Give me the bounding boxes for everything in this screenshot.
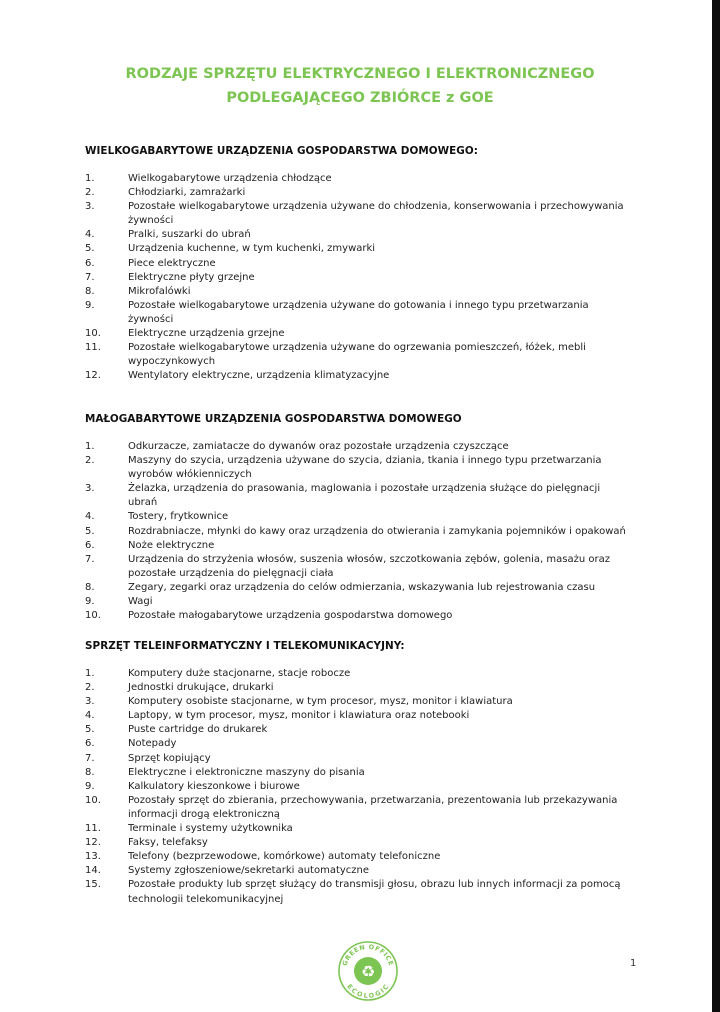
list-item-text: Jednostki drukujące, drukarki: [128, 682, 274, 694]
section-heading-it-telecom: SPRZĘT TELEINFORMATYCZNY I TELEKOMUNIKACYJNY:: [85, 640, 405, 652]
list-item: [85, 780, 630, 794]
list-item-number: 8.: [85, 285, 95, 297]
list-item-number: 14.: [85, 865, 101, 877]
list-item: [85, 200, 630, 228]
list-item: [85, 539, 630, 553]
list-item-number: 2.: [85, 682, 95, 694]
list-item-text: Pozostały sprzęt do zbierania, przechowywania, przetwarzania, prezentowania lub przekazywania informacji drogą elektroniczną: [128, 794, 618, 820]
list-item-number: 15.: [85, 879, 101, 891]
page-number: 1: [630, 958, 637, 969]
list-item: [85, 510, 630, 524]
list-item-number: 5.: [85, 724, 95, 736]
list-item-text: Systemy zgłoszeniowe/sekretarki automatyczne: [128, 865, 370, 877]
list-item: [85, 369, 630, 383]
list-item-number: 4.: [85, 710, 95, 722]
list-item: [85, 285, 630, 299]
list-item-text: Urządzenia do strzyżenia włosów, suszenia włosów, szczotkowania zębów, golenia, masażu oraz pozostałe urządzenia do pielęgnacji ciała: [128, 553, 610, 579]
list-item-text: Wagi: [128, 596, 153, 608]
section-heading-large-appliances: WIELKOGABARYTOWE URZĄDZENIA GOSPODARSTWA DOMOWEGO:: [85, 145, 478, 157]
list-item: [85, 581, 630, 595]
list-item-text: Pozostałe wielkogabarytowe urządzenia używane do gotowania i innego typu przetwarzania żywności: [128, 299, 589, 325]
list-item-number: 6.: [85, 539, 95, 551]
list-item-number: 7.: [85, 752, 95, 764]
list-item-text: Pozostałe małogabarytowe urządzenia gospodarstwa domowego: [128, 610, 453, 622]
list-item-text: Elektryczne i elektroniczne maszyny do pisania: [128, 766, 365, 778]
list-item-text: Pozostałe wielkogabarytowe urządzenia używane do ogrzewania pomieszczeń, łóżek, mebli wypoczynkowych: [128, 342, 586, 368]
list-item-text: Odkurzacze, zamiatacze do dywanów oraz pozostałe urządzenia czyszczące: [128, 441, 509, 452]
list-item-number: 6.: [85, 257, 95, 269]
list-item-number: 10.: [85, 328, 101, 340]
list-item: [85, 327, 630, 341]
list-large-appliances: [85, 172, 630, 383]
list-item: [85, 794, 630, 822]
list-item-number: 2.: [85, 187, 95, 199]
list-item: [85, 709, 630, 723]
list-item: [85, 864, 630, 878]
list-item-number: 6.: [85, 738, 95, 750]
list-item-number: 3.: [85, 483, 95, 495]
list-item-text: Kalkulatory kieszonkowe i biurowe: [128, 780, 300, 792]
list-item-text: Sprzęt kopiujący: [128, 752, 211, 764]
list-item: [85, 525, 630, 539]
list-item: [85, 271, 630, 285]
list-item-text: Elektryczne urządzenia grzejne: [128, 328, 285, 340]
document-title-line-1: RODZAJE SPRZĘTU ELEKTRYCZNEGO I ELEKTRONICZNEGO: [125, 66, 595, 82]
list-item: [85, 595, 630, 609]
list-item-number: 9.: [85, 780, 95, 792]
list-item-number: 10.: [85, 610, 101, 622]
list-item-text: Pozostałe wielkogabarytowe urządzenia używane do chłodzenia, konserwowania i przechowywania żywności: [128, 201, 624, 227]
list-item: [85, 822, 630, 836]
list-item-text: Pralki, suszarki do ubrań: [128, 229, 251, 241]
list-item: [85, 299, 630, 327]
list-item-number: 12.: [85, 370, 101, 382]
list-item: [85, 553, 630, 581]
list-item-text: Telefony (bezprzewodowe, komórkowe) automaty telefoniczne: [128, 851, 441, 863]
list-item-text: Urządzenia kuchenne, w tym kuchenki, zmywarki: [128, 243, 376, 255]
document-title-line-2: PODLEGAJĄCEGO ZBIÓRCE z GOE: [226, 90, 494, 106]
list-item: [85, 482, 630, 510]
list-item-text: Pozostałe produkty lub sprzęt służący do transmisji głosu, obrazu lub innych informacji za pomocą technologii telekomunikacyjnej: [128, 879, 621, 905]
list-item: [85, 850, 630, 864]
list-small-appliances: [85, 440, 630, 623]
list-item-text: Elektryczne płyty grzejne: [128, 271, 255, 283]
list-item-number: 8.: [85, 766, 95, 778]
list-item: [85, 667, 630, 681]
svg-text:ECOLOGIC: [345, 983, 390, 1000]
list-item: [85, 609, 630, 623]
logo-text-bottom: ECOLOGIC: [345, 982, 391, 1000]
list-item-number: 9.: [85, 299, 95, 311]
list-item-number: 5.: [85, 243, 95, 255]
list-item-text: Maszyny do szycia, urządzenia używane do szycia, dziania, tkania i innego typu przetwarzania wyrobów włókienniczych: [128, 455, 602, 481]
list-item: [85, 341, 630, 369]
list-item-number: 11.: [85, 342, 101, 354]
list-item-text: Tostery, frytkownice: [128, 511, 229, 523]
list-item: [85, 681, 630, 695]
list-item: [85, 737, 630, 751]
recycle-icon: ♻: [360, 962, 376, 981]
list-item: [85, 454, 630, 482]
list-item-number: 4.: [85, 511, 95, 523]
list-item: [85, 878, 630, 906]
list-item-text: Żelazka, urządzenia do prasowania, maglowania i pozostałe urządzenia służące do pielęgnacji ubrań: [128, 483, 601, 509]
list-item-number: 13.: [85, 851, 101, 863]
list-item-text: Mikrofalówki: [128, 285, 191, 297]
list-item-text: Notepady: [128, 738, 177, 750]
list-item: [85, 766, 630, 780]
list-item-number: 9.: [85, 596, 95, 608]
list-item: [85, 440, 630, 454]
list-item: [85, 228, 630, 242]
list-item: [85, 172, 630, 186]
list-item-number: 4.: [85, 229, 95, 241]
list-item-text: Terminale i systemy użytkownika: [128, 823, 293, 835]
list-item-text: Wielkogabarytowe urządzenia chłodzące: [128, 173, 332, 184]
list-item-text: Piece elektryczne: [128, 257, 216, 269]
list-item-text: Rozdrabniacze, młynki do kawy oraz urządzenia do otwierania i zamykania pojemników i opakowań: [128, 525, 626, 537]
list-item-number: 11.: [85, 823, 101, 835]
list-item-number: 7.: [85, 271, 95, 283]
list-item: [85, 836, 630, 850]
list-item: [85, 723, 630, 737]
list-item-text: Zegary, zegarki oraz urządzenia do celów odmierzania, wskazywania lub rejestrowania czasu: [128, 581, 596, 593]
list-item-text: Noże elektryczne: [128, 539, 215, 551]
list-it-telecom: [85, 667, 630, 907]
green-office-ecologic-logo: [337, 940, 399, 1002]
list-item-number: 10.: [85, 794, 101, 806]
list-item: [85, 242, 630, 256]
logo-text-top: GREEN OFFICE: [340, 942, 396, 967]
page-edge: [712, 0, 720, 1012]
list-item-number: 2.: [85, 455, 95, 467]
list-item: [85, 695, 630, 709]
list-item: [85, 752, 630, 766]
list-item-text: Laptopy, w tym procesor, mysz, monitor i klawiatura oraz notebooki: [128, 710, 470, 722]
list-item-text: Chłodziarki, zamrażarki: [128, 187, 246, 199]
list-item-text: Puste cartridge do drukarek: [128, 724, 268, 736]
section-heading-small-appliances: MAŁOGABARYTOWE URZĄDZENIA GOSPODARSTWA DOMOWEGO: [85, 413, 462, 425]
list-item-number: 8.: [85, 581, 95, 593]
list-item-text: Komputery osobiste stacjonarne, w tym procesor, mysz, monitor i klawiatura: [128, 696, 513, 708]
list-item-text: Komputery duże stacjonarne, stacje robocze: [128, 668, 351, 679]
list-item: [85, 186, 630, 200]
list-item-text: Faksy, telefaksy: [128, 837, 208, 849]
list-item-number: 5.: [85, 525, 95, 537]
list-item-number: 12.: [85, 837, 101, 849]
list-item-number: 3.: [85, 201, 95, 213]
list-item-number: 3.: [85, 696, 95, 708]
list-item-number: 7.: [85, 553, 95, 565]
list-item-text: Wentylatory elektryczne, urządzenia klimatyzacyjne: [128, 370, 390, 382]
list-item-number: 1.: [85, 668, 95, 679]
list-item-number: 1.: [85, 441, 95, 452]
list-item: [85, 257, 630, 271]
list-item-number: 1.: [85, 173, 95, 184]
